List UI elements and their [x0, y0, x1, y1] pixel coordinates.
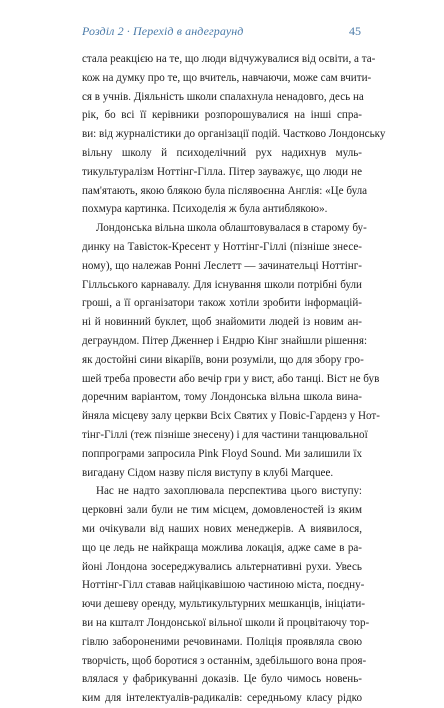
text-line: вільну школу й психоделічний рух надихнув муль- [82, 146, 362, 159]
text-line: тикультуралізм Ноттінг-Гілла. Пітер зауважує, що люди не [82, 165, 362, 178]
text-line: пам'ятають, якою блякою була післявоєнна Англія: «Це була [82, 184, 368, 197]
text-line: ному), що належав Ронні Леслетт — зачинательці Ноттінг- [82, 259, 362, 272]
text-line: стала реакцією на те, що люди відчужувалися від освіти, а та- [82, 53, 376, 65]
text-line: ся в учнів. Діяльність школи спалахнула ненадовго, десь на [82, 90, 364, 103]
paragraph-2 [82, 219, 380, 482]
text-line: похмура картинка. Психоделія ж була антиблякою». [82, 203, 328, 216]
paragraph-1 [82, 50, 386, 219]
text-line: шей треба провести або вечір гри у вист, або танці. Віст не був [82, 372, 380, 385]
text-line: деграундом. Пітер Дженнер і Ендрю Кінг знайшли рішення: [82, 334, 368, 347]
text-line: ви: від журналістики до організації подій. Частково Лондонську [82, 128, 386, 141]
text-line: як достойні сини вікаріїв, вони розуміли, що для збору гро- [82, 353, 364, 366]
text-line: динку на Тавісток-Кресент у Ноттінг-Гіллі (пізніше знесе- [82, 240, 362, 253]
paragraph-3 [82, 482, 370, 708]
text-line: гроші, а її організатори також хотіли зробити інформацій- [82, 297, 362, 310]
text-line: доречним варіантом, тому Лондонська вільна школа вина- [82, 391, 362, 404]
body-text [82, 50, 386, 708]
text-line: поппрограми запросила Pink Floyd Sound. Ми залишили їх [82, 447, 362, 460]
text-line: що це ледь не найкраща можлива локація, адже саме в ра- [82, 541, 362, 554]
text-line: Ноттінг-Гілл ставав найцікавішою частиною міста, поєдну- [82, 579, 365, 592]
text-line: Нас не надто захоплювала перспектива цього виступу: [96, 485, 362, 498]
text-line: тінг-Гіллі (теж пізніше знесену) і для частини танцювальної [82, 428, 368, 441]
text-line: ні й новинний буклет, щоб знайомити людей із новим ан- [82, 316, 362, 329]
text-line: кож на думку про те, що вчитель, навчаючи, може сам вчити- [82, 71, 372, 84]
page-number: 45 [349, 24, 361, 38]
text-line: творчість, щоб боротися з останнім, здебільшого вона проя- [82, 654, 367, 667]
text-line: Лондонська вільна школа облаштовувалася в старому бу- [96, 222, 367, 235]
text-line: йняла місцеву залу церкви Всіх Святих у Повіс-Гарденз у Нот- [82, 410, 380, 423]
text-line: ви на кшталт Лондонської вільної школи й процвітаючу тор- [82, 616, 370, 629]
text-line: ми очікували від наших нових менеджерів. А виявилося, [82, 522, 362, 535]
text-line: вигадану Сідом назву після виступу в клубі Marquee. [82, 466, 334, 479]
text-line: Гілльського карнавалу. Для існування школи потрібні були [82, 278, 362, 291]
running-head: Розділ 2 · Перехід в андеграунд [82, 24, 244, 38]
text-line: йоні Лондона зосереджувались альтернативні рухи. Увесь [82, 560, 362, 573]
text-line: церковні зали були не тим місцем, домовленостей із яким [82, 504, 362, 517]
text-line: гівлю забороненими речовинами. Поліція проявляла свою [82, 635, 362, 648]
text-line: ким для інтелектуалів-радикалів: середньому класу рідко [82, 692, 362, 705]
text-line: рік, бо всі її керівники розпорошувалися на інші спра- [82, 109, 362, 122]
text-line: влялася у фабрикуванні доказів. Це було чимось новень- [82, 673, 362, 686]
text-line: ючи дешеву оренду, мультикультурних мешканців, ініціати- [82, 598, 366, 611]
